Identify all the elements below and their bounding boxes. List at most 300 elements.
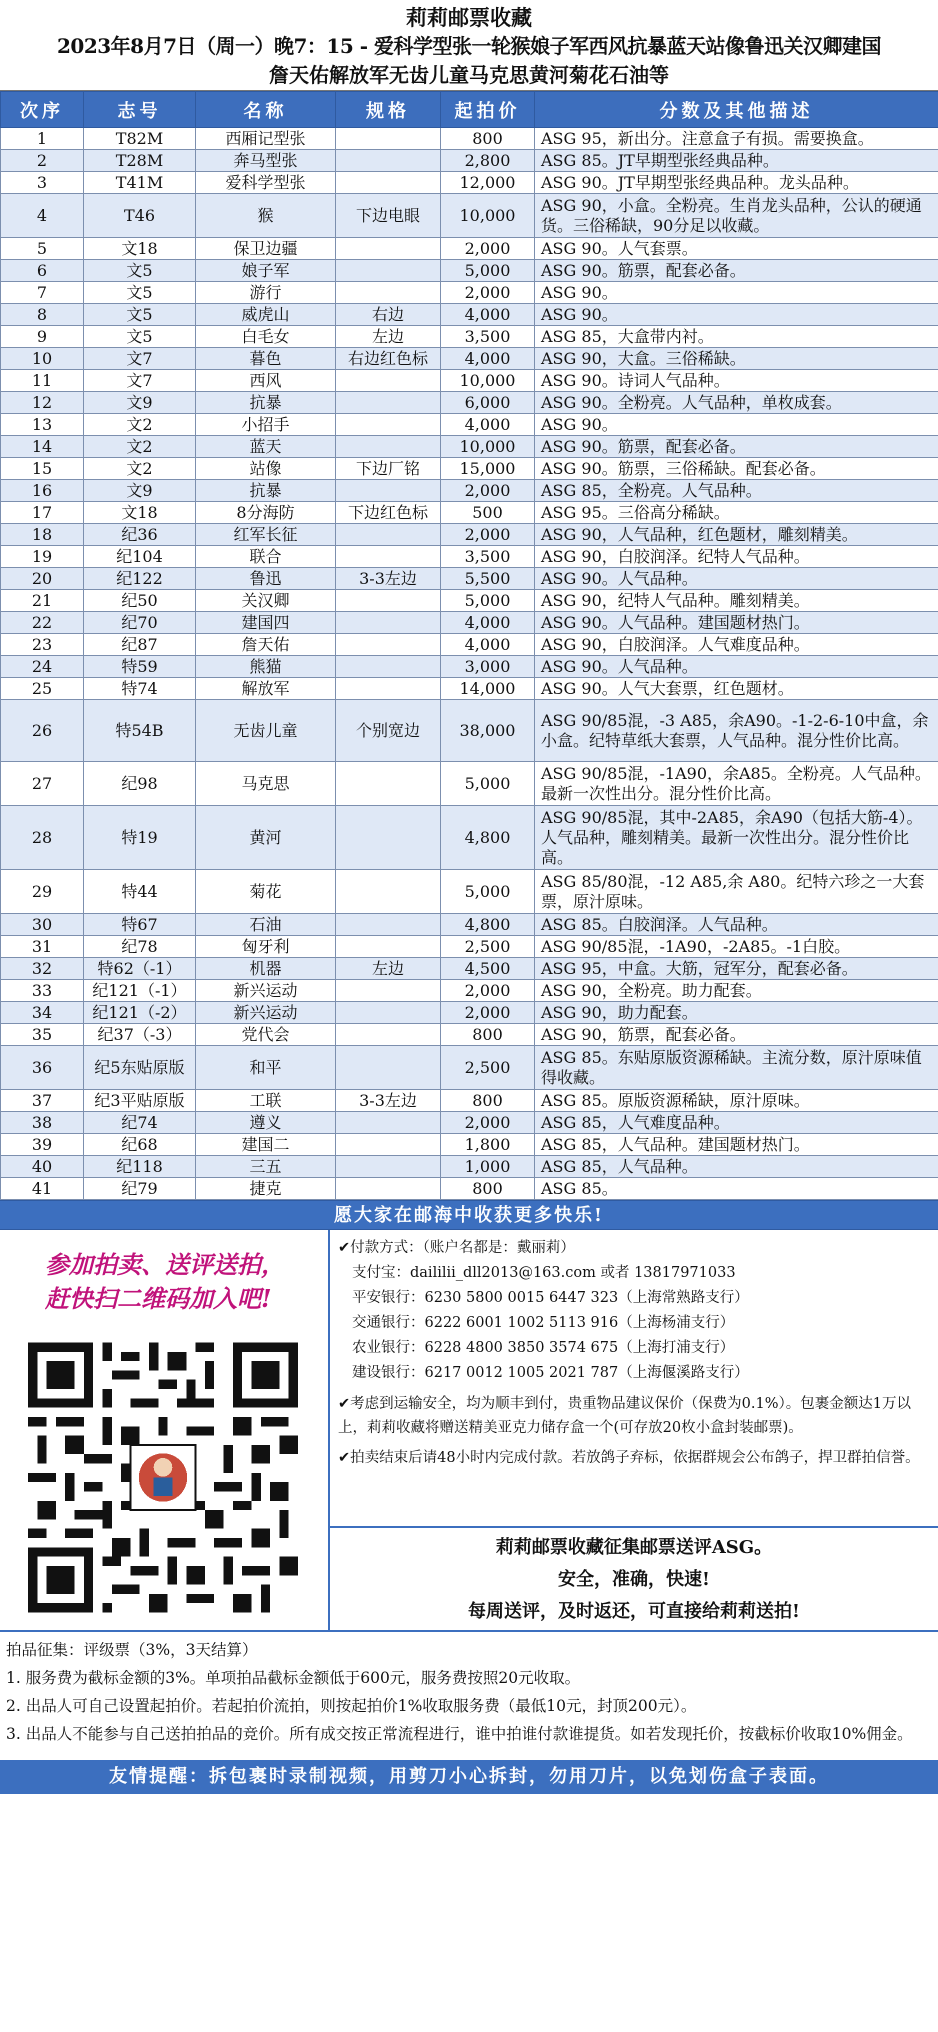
- start-price: 15,000: [441, 458, 535, 480]
- stamp-name: 解放军: [196, 678, 336, 700]
- spec: 个别宽边: [336, 700, 441, 762]
- stamp-name: 保卫边疆: [196, 238, 336, 260]
- spec: [336, 980, 441, 1002]
- catalog-number: 纪50: [84, 590, 196, 612]
- spec: [336, 238, 441, 260]
- table-row: [1, 914, 938, 936]
- table-row: [1, 1024, 938, 1046]
- page-title: 莉莉邮票收藏: [406, 5, 532, 30]
- catalog-number: 纪98: [84, 762, 196, 806]
- lot-number: 38: [1, 1112, 84, 1134]
- description: ASG 85。JT早期型张经典品种。: [535, 150, 938, 172]
- description: ASG 90，白胶润泽。纪特人气品种。: [535, 546, 938, 568]
- table-row: [1, 762, 938, 806]
- description: ASG 90，纪特人气品种。雕刻精美。: [535, 590, 938, 612]
- stamp-name: 鲁迅: [196, 568, 336, 590]
- catalog-number: 文2: [84, 458, 196, 480]
- bank-account[interactable]: 农业银行：6228 4800 3850 3574 675（上海打浦支行）: [352, 1340, 735, 1356]
- spec: [336, 870, 441, 914]
- rule-item: 1. 服务费为截标金额的3%。单项拍品截标金额低于600元，服务费按照20元收取。: [6, 1669, 581, 1687]
- table-row: [1, 172, 938, 194]
- table-row: [1, 348, 938, 370]
- catalog-number: 纪104: [84, 546, 196, 568]
- table-row: [1, 700, 938, 762]
- description: ASG 90/85混，其中-2A85，余A90（包括大筋-4）。人气品种，雕刻精美。最新一次性出分。混分性价比高。: [535, 806, 938, 870]
- start-price: 800: [441, 1178, 535, 1200]
- start-price: 2,000: [441, 980, 535, 1002]
- catalog-number: 纪121（-1）: [84, 980, 196, 1002]
- catalog-number: T82M: [84, 128, 196, 150]
- col-start-price-header: 起拍价: [441, 92, 535, 128]
- catalog-number: 纪79: [84, 1178, 196, 1200]
- table-header-row: [1, 92, 938, 128]
- lot-number: 33: [1, 980, 84, 1002]
- catalog-number: 文7: [84, 348, 196, 370]
- stamp-name: 菊花: [196, 870, 336, 914]
- spec: [336, 172, 441, 194]
- page-header: [0, 0, 938, 91]
- auction-subtitle-2: 詹天佑解放军无齿儿童马克思黄河菊花石油等: [269, 63, 669, 87]
- catalog-number: T46: [84, 194, 196, 238]
- col-catalog-no-header: 志号: [84, 92, 196, 128]
- description: ASG 85，大盒带内衬。: [535, 326, 938, 348]
- stamp-name: 抗暴: [196, 480, 336, 502]
- table-row: [1, 678, 938, 700]
- lot-number: 41: [1, 1178, 84, 1200]
- stamp-name: 联合: [196, 546, 336, 568]
- lot-number: 34: [1, 1002, 84, 1024]
- lot-number: 11: [1, 370, 84, 392]
- slogan-line-1: 莉莉邮票收藏征集邮票送评ASG。: [495, 1537, 773, 1558]
- stamp-name: 建国二: [196, 1134, 336, 1156]
- table-row: [1, 590, 938, 612]
- description: ASG 90，人气品种，红色题材，雕刻精美。: [535, 524, 938, 546]
- stamp-name: 詹天佑: [196, 634, 336, 656]
- stamp-name: 游行: [196, 282, 336, 304]
- bank-account[interactable]: 交通银行：6222 6001 1002 5113 916（上海杨浦支行）: [352, 1315, 735, 1331]
- table-row: [1, 568, 938, 590]
- lot-number: 19: [1, 546, 84, 568]
- description: ASG 85。白胶润泽。人气品种。: [535, 914, 938, 936]
- lot-number: 3: [1, 172, 84, 194]
- table-row: [1, 370, 938, 392]
- catalog-number: 特44: [84, 870, 196, 914]
- start-price: 4,800: [441, 914, 535, 936]
- spec: [336, 150, 441, 172]
- stamp-name: 抗暴: [196, 392, 336, 414]
- alipay-account[interactable]: 支付宝：daililii_dll2013@163.com 或者 13817971033: [352, 1265, 736, 1281]
- lot-number: 25: [1, 678, 84, 700]
- start-price: 14,000: [441, 678, 535, 700]
- start-price: 10,000: [441, 194, 535, 238]
- spec: [336, 282, 441, 304]
- catalog-number: 文18: [84, 238, 196, 260]
- spec: [336, 480, 441, 502]
- rule-item: 2. 出品人可自己设置起拍价。若起拍价流拍，则按起拍价1%收取服务费（最低10元，封顶200元）。: [6, 1697, 697, 1715]
- stamp-name: 匈牙利: [196, 936, 336, 958]
- table-row: [1, 546, 938, 568]
- qr-panel: [0, 1230, 330, 1630]
- lot-number: 13: [1, 414, 84, 436]
- description: ASG 85，人气难度品种。: [535, 1112, 938, 1134]
- stamp-name: 黄河: [196, 806, 336, 870]
- description: ASG 90，助力配套。: [535, 1002, 938, 1024]
- spec: 3-3左边: [336, 568, 441, 590]
- start-price: 5,000: [441, 590, 535, 612]
- lot-number: 24: [1, 656, 84, 678]
- catalog-number: 文9: [84, 392, 196, 414]
- lot-number: 29: [1, 870, 84, 914]
- start-price: 2,000: [441, 1002, 535, 1024]
- catalog-number: 文2: [84, 436, 196, 458]
- catalog-number: 特67: [84, 914, 196, 936]
- description: ASG 90。: [535, 282, 938, 304]
- stamp-name: 娘子军: [196, 260, 336, 282]
- stamp-name: 猴: [196, 194, 336, 238]
- spec: 下边红色标: [336, 502, 441, 524]
- lot-number: 6: [1, 260, 84, 282]
- description: ASG 90。人气套票。: [535, 238, 938, 260]
- table-row: [1, 480, 938, 502]
- spec: [336, 414, 441, 436]
- table-row: [1, 656, 938, 678]
- spec: [336, 762, 441, 806]
- wish-banner: 愿大家在邮海中收获更多快乐!: [0, 1200, 938, 1230]
- table-row: [1, 282, 938, 304]
- info-section: [0, 1230, 938, 1632]
- payment-info: [330, 1230, 938, 1526]
- spec: [336, 1112, 441, 1134]
- spec: [336, 260, 441, 282]
- stamp-name: 捷克: [196, 1178, 336, 1200]
- spec: [336, 436, 441, 458]
- stamp-name: 爱科学型张: [196, 172, 336, 194]
- asg-slogan: [330, 1526, 938, 1630]
- description: ASG 90/85混，-3 A85，余A90。-1-2-6-10中盒，余小盒。纪特草纸大套票，人气品种。混分性价比高。: [535, 700, 938, 762]
- spec: [336, 612, 441, 634]
- spec: [336, 634, 441, 656]
- description: ASG 90。筋票，配套必备。: [535, 436, 938, 458]
- slogan-line-2: 安全，准确，快速!: [558, 1569, 710, 1590]
- lot-number: 37: [1, 1090, 84, 1112]
- slogan-line-3: 每周送评，及时返还，可直接给莉莉送拍!: [468, 1601, 800, 1622]
- start-price: 10,000: [441, 370, 535, 392]
- lot-number: 16: [1, 480, 84, 502]
- start-price: 5,000: [441, 762, 535, 806]
- description: ASG 90/85混，-1A90，-2A85。-1白胶。: [535, 936, 938, 958]
- table-row: [1, 414, 938, 436]
- start-price: 2,500: [441, 1046, 535, 1090]
- table-row: [1, 1112, 938, 1134]
- col-spec-header: 规格: [336, 92, 441, 128]
- stamp-name: 机器: [196, 958, 336, 980]
- spec: 下边厂铭: [336, 458, 441, 480]
- description: ASG 95。三俗高分稀缺。: [535, 502, 938, 524]
- stamp-name: 建国四: [196, 612, 336, 634]
- stamp-name: 西厢记型张: [196, 128, 336, 150]
- description: ASG 90。筋票，配套必备。: [535, 260, 938, 282]
- table-row: [1, 524, 938, 546]
- lot-number: 27: [1, 762, 84, 806]
- lot-number: 8: [1, 304, 84, 326]
- spec: [336, 1156, 441, 1178]
- start-price: 3,500: [441, 546, 535, 568]
- lot-number: 2: [1, 150, 84, 172]
- lot-number: 21: [1, 590, 84, 612]
- stamp-name: 蓝天: [196, 436, 336, 458]
- lot-number: 31: [1, 936, 84, 958]
- start-price: 38,000: [441, 700, 535, 762]
- start-price: 1,800: [441, 1134, 535, 1156]
- payment-deadline-note: ✔拍卖结束后请48小时内完成付款。若放鸽子弃标，依据群规会公布鸽子，捍卫群拍信誉。: [338, 1450, 920, 1466]
- table-row: [1, 980, 938, 1002]
- table-row: [1, 458, 938, 480]
- stamp-name: 奔马型张: [196, 150, 336, 172]
- start-price: 5,000: [441, 260, 535, 282]
- table-row: [1, 238, 938, 260]
- start-price: 4,500: [441, 958, 535, 980]
- friendly-reminder: 友情提醒：拆包裹时录制视频，用剪刀小心拆封，勿用刀片，以免划伤盒子表面。: [0, 1760, 938, 1794]
- lot-number: 35: [1, 1024, 84, 1046]
- start-price: 5,500: [441, 568, 535, 590]
- description: ASG 85，人气品种。建国题材热门。: [535, 1134, 938, 1156]
- table-row: [1, 326, 938, 348]
- table-row: [1, 936, 938, 958]
- lots-table: [0, 91, 938, 1200]
- catalog-number: 文5: [84, 304, 196, 326]
- lot-number: 10: [1, 348, 84, 370]
- lot-number: 1: [1, 128, 84, 150]
- lot-number: 4: [1, 194, 84, 238]
- catalog-number: 纪121（-2）: [84, 1002, 196, 1024]
- rules-title: 拍品征集：评级票（3%，3天结算）: [6, 1641, 258, 1659]
- description: ASG 90，大盒。三俗稀缺。: [535, 348, 938, 370]
- description: ASG 90，全粉亮。助力配套。: [535, 980, 938, 1002]
- description: ASG 90。人气品种。建国题材热门。: [535, 612, 938, 634]
- auction-subtitle: 2023年8月7日（周一）晚7：15 - 爱科学型张一轮猴娘子军西风抗暴蓝天站像鲁迅关汉卿建国: [57, 34, 881, 58]
- catalog-number: 文7: [84, 370, 196, 392]
- lot-number: 28: [1, 806, 84, 870]
- stamp-name: 西风: [196, 370, 336, 392]
- start-price: 2,000: [441, 282, 535, 304]
- stamp-name: 小招手: [196, 414, 336, 436]
- promo-line-2: 赶快扫二维码加入吧!: [45, 1284, 272, 1313]
- description: ASG 85，人气品种。: [535, 1156, 938, 1178]
- stamp-name: 遵义: [196, 1112, 336, 1134]
- spec: 左边: [336, 958, 441, 980]
- lots-body: [1, 128, 938, 1200]
- lot-number: 22: [1, 612, 84, 634]
- lot-number: 17: [1, 502, 84, 524]
- stamp-name: 工联: [196, 1090, 336, 1112]
- start-price: 4,000: [441, 414, 535, 436]
- description: ASG 95，中盒。大筋，冠军分，配套必备。: [535, 958, 938, 980]
- col-order-header: 次序: [1, 92, 84, 128]
- stamp-name: 石油: [196, 914, 336, 936]
- description: ASG 90。人气大套票，红色题材。: [535, 678, 938, 700]
- catalog-number: 文5: [84, 326, 196, 348]
- table-row: [1, 1090, 938, 1112]
- shipping-note: ✔考虑到运输安全，均为顺丰到付，贵重物品建议保价（保费为0.1%）。包裹金额达1万以上，莉莉收藏将赠送精美亚克力储存盒一个(可存放20枚小盒封装邮票)。: [338, 1396, 911, 1436]
- stamp-name: 暮色: [196, 348, 336, 370]
- description: ASG 85。: [535, 1178, 938, 1200]
- spec: [336, 1002, 441, 1024]
- catalog-number: 文18: [84, 502, 196, 524]
- spec: [336, 524, 441, 546]
- description: ASG 90，筋票，配套必备。: [535, 1024, 938, 1046]
- table-row: [1, 1134, 938, 1156]
- table-row: [1, 304, 938, 326]
- lot-number: 14: [1, 436, 84, 458]
- table-row: [1, 806, 938, 870]
- payment-panel: [330, 1230, 938, 1630]
- lot-number: 18: [1, 524, 84, 546]
- lot-number: 23: [1, 634, 84, 656]
- catalog-number: 文2: [84, 414, 196, 436]
- lot-number: 9: [1, 326, 84, 348]
- qr-code-icon[interactable]: [28, 1340, 298, 1615]
- catalog-number: 文9: [84, 480, 196, 502]
- description: ASG 90。: [535, 414, 938, 436]
- catalog-number: 特74: [84, 678, 196, 700]
- spec: 左边: [336, 326, 441, 348]
- description: ASG 85/80混，-12 A85,余 A80。纪特六珍之一大套票，原汁原味。: [535, 870, 938, 914]
- table-row: [1, 1002, 938, 1024]
- spec: [336, 678, 441, 700]
- spec: [336, 1046, 441, 1090]
- spec: [336, 370, 441, 392]
- lot-number: 12: [1, 392, 84, 414]
- consignment-rules: [0, 1632, 938, 1760]
- spec: [336, 128, 441, 150]
- table-row: [1, 870, 938, 914]
- rule-item: 3. 出品人不能参与自己送拍拍品的竞价。所有成交按正常流程进行，谁中拍谁付款谁提货。如若发现托价，按截标价收取10%佣金。: [6, 1725, 913, 1743]
- start-price: 6,000: [441, 392, 535, 414]
- stamp-name: 新兴运动: [196, 980, 336, 1002]
- start-price: 2,000: [441, 238, 535, 260]
- catalog-number: 文5: [84, 282, 196, 304]
- stamp-name: 站像: [196, 458, 336, 480]
- table-row: [1, 260, 938, 282]
- bank-account[interactable]: 建设银行：6217 0012 1005 2021 787（上海偃溪路支行）: [352, 1365, 749, 1381]
- catalog-number: 特59: [84, 656, 196, 678]
- stamp-name: 8分海防: [196, 502, 336, 524]
- table-row: [1, 150, 938, 172]
- start-price: 4,000: [441, 348, 535, 370]
- start-price: 5,000: [441, 870, 535, 914]
- description: ASG 95，新出分。注意盒子有损。需要换盒。: [535, 128, 938, 150]
- catalog-number: 纪118: [84, 1156, 196, 1178]
- spec: 右边红色标: [336, 348, 441, 370]
- description: ASG 90/85混，-1A90，余A85。全粉亮。人气品种。最新一次性出分。混分性价比高。: [535, 762, 938, 806]
- catalog-number: 纪70: [84, 612, 196, 634]
- spec: [336, 392, 441, 414]
- stamp-name: 白毛女: [196, 326, 336, 348]
- lot-number: 26: [1, 700, 84, 762]
- catalog-number: 纪87: [84, 634, 196, 656]
- spec: [336, 806, 441, 870]
- stamp-name: 红军长征: [196, 524, 336, 546]
- catalog-number: 纪74: [84, 1112, 196, 1134]
- catalog-number: 纪37（-3）: [84, 1024, 196, 1046]
- stamp-name: 三五: [196, 1156, 336, 1178]
- stamp-name: 新兴运动: [196, 1002, 336, 1024]
- description: ASG 90，小盒。全粉亮。生肖龙头品种，公认的硬通货。三俗稀缺，90分足以收藏。: [535, 194, 938, 238]
- table-row: [1, 1046, 938, 1090]
- description: ASG 90。诗词人气品种。: [535, 370, 938, 392]
- table-row: [1, 1156, 938, 1178]
- start-price: 2,000: [441, 1112, 535, 1134]
- start-price: 800: [441, 1024, 535, 1046]
- catalog-number: T28M: [84, 150, 196, 172]
- spec: [336, 590, 441, 612]
- stamp-name: 关汉卿: [196, 590, 336, 612]
- start-price: 2,000: [441, 480, 535, 502]
- lot-number: 40: [1, 1156, 84, 1178]
- description: ASG 90。JT早期型张经典品种。龙头品种。: [535, 172, 938, 194]
- lot-number: 7: [1, 282, 84, 304]
- stamp-name: 无齿儿童: [196, 700, 336, 762]
- stamp-name: 党代会: [196, 1024, 336, 1046]
- catalog-number: 纪5东贴原版: [84, 1046, 196, 1090]
- table-row: [1, 392, 938, 414]
- catalog-number: 纪78: [84, 936, 196, 958]
- lot-number: 30: [1, 914, 84, 936]
- catalog-number: 纪3平贴原版: [84, 1090, 196, 1112]
- spec: 3-3左边: [336, 1090, 441, 1112]
- start-price: 4,800: [441, 806, 535, 870]
- description: ASG 85。原版资源稀缺，原汁原味。: [535, 1090, 938, 1112]
- col-description-header: 分数及其他描述: [535, 92, 938, 128]
- lot-number: 20: [1, 568, 84, 590]
- start-price: 4,000: [441, 304, 535, 326]
- spec: [336, 914, 441, 936]
- bank-account[interactable]: 平安银行：6230 5800 0015 6447 323（上海常熟路支行）: [352, 1290, 749, 1306]
- stamp-name: 熊猫: [196, 656, 336, 678]
- start-price: 800: [441, 1090, 535, 1112]
- start-price: 1,000: [441, 1156, 535, 1178]
- table-row: [1, 958, 938, 980]
- table-row: [1, 128, 938, 150]
- table-row: [1, 612, 938, 634]
- payment-heading: ✔付款方式：（账户名都是：戴丽莉）: [338, 1240, 575, 1256]
- lot-number: 39: [1, 1134, 84, 1156]
- description: ASG 90。筋票，三俗稀缺。配套必备。: [535, 458, 938, 480]
- stamp-name: 威虎山: [196, 304, 336, 326]
- description: ASG 90。: [535, 304, 938, 326]
- catalog-number: 特19: [84, 806, 196, 870]
- start-price: 2,000: [441, 524, 535, 546]
- lot-number: 5: [1, 238, 84, 260]
- start-price: 3,500: [441, 326, 535, 348]
- description: ASG 90。人气品种。: [535, 568, 938, 590]
- spec: 下边电眼: [336, 194, 441, 238]
- spec: [336, 546, 441, 568]
- start-price: 2,800: [441, 150, 535, 172]
- spec: [336, 936, 441, 958]
- catalog-number: 纪36: [84, 524, 196, 546]
- table-row: [1, 436, 938, 458]
- catalog-number: 特54B: [84, 700, 196, 762]
- catalog-number: 特62（-1）: [84, 958, 196, 980]
- table-row: [1, 502, 938, 524]
- table-row: [1, 634, 938, 656]
- catalog-number: 纪68: [84, 1134, 196, 1156]
- description: ASG 90。全粉亮。人气品种，单枚成套。: [535, 392, 938, 414]
- start-price: 2,500: [441, 936, 535, 958]
- start-price: 500: [441, 502, 535, 524]
- spec: [336, 1024, 441, 1046]
